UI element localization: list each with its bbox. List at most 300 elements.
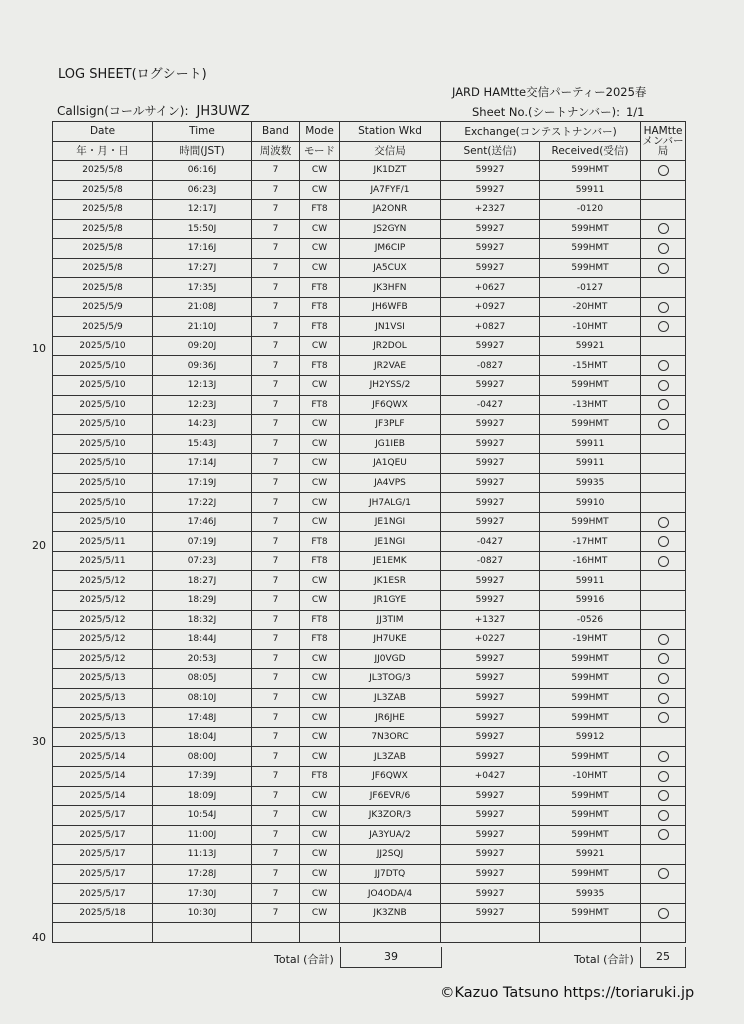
cell-sent: 59927 — [441, 825, 540, 845]
member-circle-icon — [658, 771, 669, 782]
cell-mode: CW — [300, 493, 340, 513]
member-circle-icon — [658, 634, 669, 645]
cell-mode: FT8 — [300, 766, 340, 786]
table-row — [53, 512, 686, 532]
cell-date: 2025/5/10 — [53, 512, 153, 532]
cell-time: 18:09J — [153, 786, 252, 806]
cell-time: 17:46J — [153, 512, 252, 532]
table-row — [53, 454, 686, 474]
cell-band: 7 — [252, 434, 300, 454]
cell-mode: FT8 — [300, 551, 340, 571]
cell-sent: +2327 — [441, 200, 540, 220]
table-row — [53, 884, 686, 904]
cell-received: -20HMT — [540, 297, 641, 317]
cell-member — [641, 278, 686, 298]
member-circle-icon — [658, 380, 669, 391]
cell-time: 21:08J — [153, 297, 252, 317]
cell-member — [641, 923, 686, 943]
cell-member — [641, 493, 686, 513]
cell-sent: 59927 — [441, 493, 540, 513]
cell-sent: +0927 — [441, 297, 540, 317]
cell-received: 59916 — [540, 591, 641, 611]
cell-time: 12:13J — [153, 376, 252, 396]
table-row — [53, 297, 686, 317]
member-circle-icon — [658, 790, 669, 801]
cell-mode: FT8 — [300, 356, 340, 376]
cell-mode: CW — [300, 864, 340, 884]
cell-date: 2025/5/10 — [53, 473, 153, 493]
cell-received: 599HMT — [540, 786, 641, 806]
cell-member — [641, 708, 686, 728]
cell-date: 2025/5/8 — [53, 258, 153, 278]
table-row — [53, 180, 686, 200]
cell-band: 7 — [252, 336, 300, 356]
cell-member — [641, 356, 686, 376]
cell-date: 2025/5/10 — [53, 376, 153, 396]
cell-received: 599HMT — [540, 161, 641, 181]
cell-sent: 59927 — [441, 903, 540, 923]
cell-member — [641, 415, 686, 435]
member-circle-icon — [658, 653, 669, 664]
cell-sent: 59927 — [441, 512, 540, 532]
cell-time: 17:19J — [153, 473, 252, 493]
table-row — [53, 317, 686, 337]
cell-station: JE1NGI — [340, 512, 441, 532]
cell-band: 7 — [252, 395, 300, 415]
col-date: Date — [53, 122, 153, 142]
copyright: ©Kazuo Tatsuno https://toriaruki.jp — [440, 985, 695, 1001]
col-time: Time — [153, 122, 252, 142]
table-row — [53, 766, 686, 786]
cell-band: 7 — [252, 708, 300, 728]
table-row — [53, 278, 686, 298]
cell-station: JK3ZOR/3 — [340, 806, 441, 826]
cell-time: 17:14J — [153, 454, 252, 474]
cell-band: 7 — [252, 806, 300, 826]
cell-band: 7 — [252, 903, 300, 923]
table-row — [53, 708, 686, 728]
cell-sent: 59927 — [441, 591, 540, 611]
cell-received: 59911 — [540, 434, 641, 454]
cell-mode: CW — [300, 219, 340, 239]
cell-received: 59912 — [540, 727, 641, 747]
cell-mode: CW — [300, 258, 340, 278]
cell-date: 2025/5/17 — [53, 825, 153, 845]
col-station-jp: 交信局 — [340, 141, 441, 161]
cell-mode: FT8 — [300, 278, 340, 298]
cell-date: 2025/5/12 — [53, 571, 153, 591]
cell-received: 599HMT — [540, 219, 641, 239]
callsign-value: JH3UWZ — [196, 104, 250, 119]
cell-band: 7 — [252, 532, 300, 552]
cell-band: 7 — [252, 200, 300, 220]
cell-date: 2025/5/13 — [53, 688, 153, 708]
cell-station — [340, 923, 441, 943]
cell-band: 7 — [252, 454, 300, 474]
cell-sent: +0627 — [441, 278, 540, 298]
cell-station: JF6QWX — [340, 766, 441, 786]
callsign-line — [57, 102, 250, 119]
cell-station: JK1DZT — [340, 161, 441, 181]
cell-station: JK3ZNB — [340, 903, 441, 923]
table-row — [53, 473, 686, 493]
cell-member — [641, 395, 686, 415]
cell-mode: CW — [300, 571, 340, 591]
cell-member — [641, 669, 686, 689]
cell-date: 2025/5/12 — [53, 591, 153, 611]
cell-date: 2025/5/8 — [53, 180, 153, 200]
sheet-number-line — [472, 104, 644, 120]
cell-mode: CW — [300, 376, 340, 396]
cell-station: JK1ESR — [340, 571, 441, 591]
cell-station: JN1VSI — [340, 317, 441, 337]
row-number-30: 30 — [32, 735, 46, 748]
cell-station: JE1NGI — [340, 532, 441, 552]
cell-time: 06:16J — [153, 161, 252, 181]
cell-time: 18:27J — [153, 571, 252, 591]
cell-member — [641, 766, 686, 786]
cell-received: -15HMT — [540, 356, 641, 376]
cell-date: 2025/5/13 — [53, 669, 153, 689]
cell-station: JH2YSS/2 — [340, 376, 441, 396]
cell-station: JJ7DTQ — [340, 864, 441, 884]
member-circle-icon — [658, 263, 669, 274]
cell-sent: 59927 — [441, 219, 540, 239]
cell-time: 18:29J — [153, 591, 252, 611]
cell-received: 599HMT — [540, 649, 641, 669]
cell-date: 2025/5/10 — [53, 454, 153, 474]
col-time-jp: 時間(JST) — [153, 141, 252, 161]
cell-time: 08:10J — [153, 688, 252, 708]
col-mode-jp: モード — [300, 141, 340, 161]
cell-sent: +1327 — [441, 610, 540, 630]
cell-station: JA1QEU — [340, 454, 441, 474]
table-row — [53, 727, 686, 747]
cell-received: 599HMT — [540, 415, 641, 435]
cell-member — [641, 610, 686, 630]
cell-date: 2025/5/9 — [53, 317, 153, 337]
cell-band: 7 — [252, 649, 300, 669]
header-row-jp — [53, 141, 686, 161]
cell-time: 21:10J — [153, 317, 252, 337]
cell-band: 7 — [252, 669, 300, 689]
member-circle-icon — [658, 517, 669, 528]
cell-member — [641, 219, 686, 239]
cell-time: 17:39J — [153, 766, 252, 786]
cell-date: 2025/5/11 — [53, 551, 153, 571]
cell-time: 15:43J — [153, 434, 252, 454]
cell-mode: CW — [300, 591, 340, 611]
cell-member — [641, 884, 686, 904]
cell-band: 7 — [252, 415, 300, 435]
member-circle-icon — [658, 868, 669, 879]
cell-time: 08:05J — [153, 669, 252, 689]
member-circle-icon — [658, 165, 669, 176]
cell-date: 2025/5/13 — [53, 708, 153, 728]
member-circle-icon — [658, 712, 669, 723]
sheet-number-label: Sheet No.(シートナンバー): — [472, 105, 620, 119]
cell-station: JM6CIP — [340, 239, 441, 259]
cell-band: 7 — [252, 161, 300, 181]
cell-member — [641, 551, 686, 571]
page-title: LOG SHEET(ログシート) — [58, 67, 207, 82]
cell-member — [641, 454, 686, 474]
cell-mode: FT8 — [300, 317, 340, 337]
cell-band: 7 — [252, 376, 300, 396]
cell-sent: 59927 — [441, 806, 540, 826]
cell-mode: CW — [300, 708, 340, 728]
cell-member — [641, 806, 686, 826]
row-number-40: 40 — [32, 931, 46, 944]
cell-member — [641, 336, 686, 356]
cell-member — [641, 903, 686, 923]
cell-station: JO4ODA/4 — [340, 884, 441, 904]
cell-received: 59911 — [540, 454, 641, 474]
cell-sent: +0227 — [441, 630, 540, 650]
cell-member — [641, 727, 686, 747]
cell-time: 10:30J — [153, 903, 252, 923]
table-row — [53, 493, 686, 513]
col-date-jp: 年・月・日 — [53, 141, 153, 161]
cell-station: JR2DOL — [340, 336, 441, 356]
total-label-members: Total (合計) — [574, 953, 634, 966]
cell-time: 17:22J — [153, 493, 252, 513]
cell-date: 2025/5/10 — [53, 336, 153, 356]
cell-sent: 59927 — [441, 708, 540, 728]
cell-date: 2025/5/11 — [53, 532, 153, 552]
cell-date: 2025/5/10 — [53, 356, 153, 376]
member-circle-icon — [658, 751, 669, 762]
cell-band: 7 — [252, 688, 300, 708]
cell-band: 7 — [252, 786, 300, 806]
cell-sent: -0427 — [441, 395, 540, 415]
row-number-10: 10 — [32, 342, 46, 355]
cell-station: JH7UKE — [340, 630, 441, 650]
cell-received: 599HMT — [540, 864, 641, 884]
table-row — [53, 903, 686, 923]
cell-band: 7 — [252, 747, 300, 767]
cell-sent: 59927 — [441, 688, 540, 708]
table-row — [53, 161, 686, 181]
cell-date: 2025/5/13 — [53, 727, 153, 747]
table-row — [53, 434, 686, 454]
cell-member — [641, 180, 686, 200]
total-members-value: 25 — [640, 947, 686, 968]
cell-mode: CW — [300, 688, 340, 708]
cell-member — [641, 688, 686, 708]
cell-date: 2025/5/17 — [53, 845, 153, 865]
cell-member — [641, 864, 686, 884]
cell-station: JL3TOG/3 — [340, 669, 441, 689]
table-row — [53, 649, 686, 669]
cell-member — [641, 532, 686, 552]
cell-station: JG1IEB — [340, 434, 441, 454]
cell-member — [641, 630, 686, 650]
cell-mode: FT8 — [300, 395, 340, 415]
cell-member — [641, 297, 686, 317]
cell-time: 10:54J — [153, 806, 252, 826]
table-row — [53, 219, 686, 239]
cell-received: 59935 — [540, 473, 641, 493]
cell-band: 7 — [252, 884, 300, 904]
cell-date: 2025/5/17 — [53, 806, 153, 826]
cell-station: JA4VPS — [340, 473, 441, 493]
member-circle-icon — [658, 223, 669, 234]
cell-mode: CW — [300, 806, 340, 826]
cell-sent: 59927 — [441, 336, 540, 356]
cell-sent: 59927 — [441, 669, 540, 689]
cell-time: 07:23J — [153, 551, 252, 571]
log-table — [52, 121, 686, 943]
cell-member — [641, 376, 686, 396]
cell-date: 2025/5/8 — [53, 219, 153, 239]
table-row — [53, 825, 686, 845]
cell-received: -0120 — [540, 200, 641, 220]
cell-time: 17:28J — [153, 864, 252, 884]
member-circle-icon — [658, 673, 669, 684]
cell-received — [540, 923, 641, 943]
cell-band: 7 — [252, 610, 300, 630]
cell-member — [641, 258, 686, 278]
cell-band: 7 — [252, 571, 300, 591]
cell-date: 2025/5/18 — [53, 903, 153, 923]
cell-received: 599HMT — [540, 376, 641, 396]
cell-station: JR6JHE — [340, 708, 441, 728]
cell-station: JL3ZAB — [340, 747, 441, 767]
cell-time: 11:00J — [153, 825, 252, 845]
total-stations-value: 39 — [340, 947, 442, 968]
cell-band: 7 — [252, 825, 300, 845]
cell-received: -17HMT — [540, 532, 641, 552]
cell-time: 12:17J — [153, 200, 252, 220]
col-station: Station Wkd — [340, 122, 441, 142]
cell-mode: CW — [300, 415, 340, 435]
cell-mode: FT8 — [300, 610, 340, 630]
cell-received: -19HMT — [540, 630, 641, 650]
table-row — [53, 786, 686, 806]
cell-mode: CW — [300, 825, 340, 845]
cell-received: 599HMT — [540, 708, 641, 728]
cell-mode: FT8 — [300, 200, 340, 220]
cell-received: -16HMT — [540, 551, 641, 571]
cell-time: 17:48J — [153, 708, 252, 728]
cell-band: 7 — [252, 297, 300, 317]
cell-mode: FT8 — [300, 532, 340, 552]
table-row — [53, 591, 686, 611]
cell-mode: CW — [300, 747, 340, 767]
cell-date: 2025/5/10 — [53, 493, 153, 513]
cell-station: JA5CUX — [340, 258, 441, 278]
cell-date: 2025/5/12 — [53, 630, 153, 650]
cell-time: 07:19J — [153, 532, 252, 552]
cell-received: 599HMT — [540, 806, 641, 826]
member-circle-icon — [658, 419, 669, 430]
cell-band: 7 — [252, 473, 300, 493]
cell-band: 7 — [252, 630, 300, 650]
cell-mode: CW — [300, 473, 340, 493]
cell-member — [641, 239, 686, 259]
cell-sent: 59927 — [441, 473, 540, 493]
cell-received: 599HMT — [540, 825, 641, 845]
cell-station: JL3ZAB — [340, 688, 441, 708]
contest-name: JARD HAMtte交信パーティー2025春 — [452, 85, 647, 99]
cell-time: 15:50J — [153, 219, 252, 239]
member-circle-icon — [658, 829, 669, 840]
hamtte-label: HAMtte — [643, 125, 683, 137]
cell-sent: 59927 — [441, 454, 540, 474]
cell-date: 2025/5/12 — [53, 649, 153, 669]
table-row — [53, 532, 686, 552]
cell-band: 7 — [252, 219, 300, 239]
col-sent: Sent(送信) — [441, 141, 540, 161]
cell-received: 59935 — [540, 884, 641, 904]
cell-date: 2025/5/8 — [53, 200, 153, 220]
cell-received: -13HMT — [540, 395, 641, 415]
cell-band: 7 — [252, 845, 300, 865]
cell-station: JJ2SQJ — [340, 845, 441, 865]
table-row — [53, 571, 686, 591]
cell-time: 18:32J — [153, 610, 252, 630]
cell-sent: 59927 — [441, 239, 540, 259]
cell-time: 11:13J — [153, 845, 252, 865]
cell-station: JA7FYF/1 — [340, 180, 441, 200]
cell-mode: CW — [300, 884, 340, 904]
cell-time: 17:30J — [153, 884, 252, 904]
cell-station: JF3PLF — [340, 415, 441, 435]
cell-mode: CW — [300, 786, 340, 806]
cell-mode: CW — [300, 336, 340, 356]
table-row — [53, 551, 686, 571]
cell-received: 599HMT — [540, 258, 641, 278]
cell-date: 2025/5/12 — [53, 610, 153, 630]
cell-sent: 59927 — [441, 884, 540, 904]
cell-sent: 59927 — [441, 161, 540, 181]
member-circle-icon — [658, 908, 669, 919]
cell-station: JF6EVR/6 — [340, 786, 441, 806]
cell-band: 7 — [252, 864, 300, 884]
member-circle-icon — [658, 693, 669, 704]
cell-mode: FT8 — [300, 297, 340, 317]
cell-received: -10HMT — [540, 317, 641, 337]
cell-station: JH7ALG/1 — [340, 493, 441, 513]
cell-station: JF6QWX — [340, 395, 441, 415]
cell-time: 08:00J — [153, 747, 252, 767]
cell-received: 59921 — [540, 845, 641, 865]
cell-station: JS2GYN — [340, 219, 441, 239]
cell-member — [641, 591, 686, 611]
cell-received: -0526 — [540, 610, 641, 630]
cell-date: 2025/5/14 — [53, 766, 153, 786]
cell-received: -0127 — [540, 278, 641, 298]
cell-station: JA3YUA/2 — [340, 825, 441, 845]
cell-station: 7N3ORC — [340, 727, 441, 747]
cell-time — [153, 923, 252, 943]
table-row — [53, 200, 686, 220]
cell-date: 2025/5/14 — [53, 747, 153, 767]
hamtte-sub-label: メンバー局 — [642, 135, 684, 157]
cell-sent: +0427 — [441, 766, 540, 786]
table-row — [53, 336, 686, 356]
cell-time: 09:20J — [153, 336, 252, 356]
cell-band: 7 — [252, 317, 300, 337]
cell-band: 7 — [252, 591, 300, 611]
cell-time: 18:44J — [153, 630, 252, 650]
cell-received: -10HMT — [540, 766, 641, 786]
member-circle-icon — [658, 321, 669, 332]
table-row — [53, 376, 686, 396]
member-circle-icon — [658, 536, 669, 547]
cell-time: 17:16J — [153, 239, 252, 259]
